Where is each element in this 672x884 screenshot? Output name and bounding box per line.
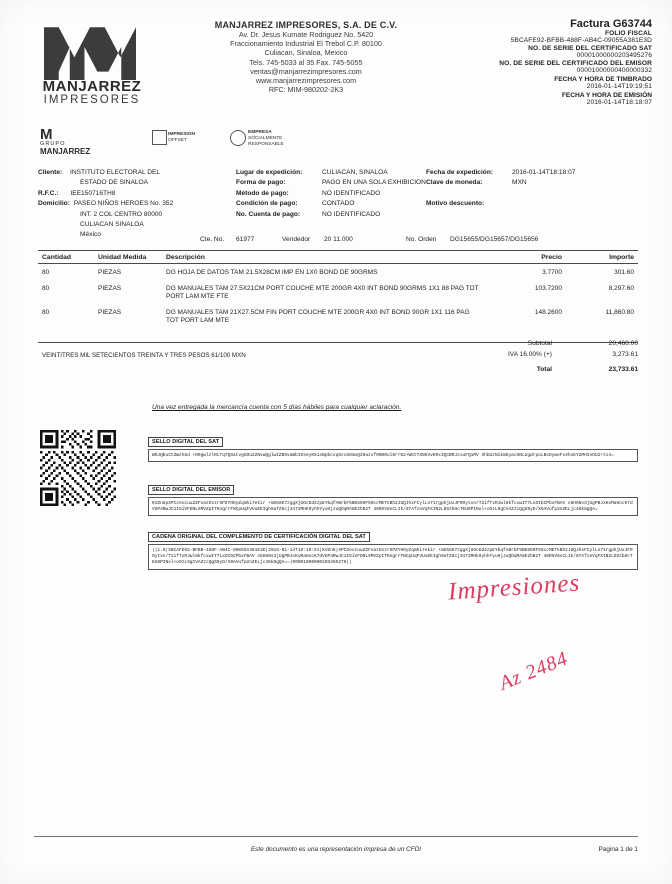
sat-seal-block [148, 430, 638, 462]
company-name: MANJARREZ IMPRESORES, S.A. DE C.V. [214, 20, 398, 30]
fecha-expedicion-value: 2016-01-14T18:18:07 [512, 169, 576, 176]
domicilio-value-3: CULIACAN SINALOA [80, 221, 144, 229]
table-row [38, 280, 638, 304]
cell-descripcion: DG HOJA DE DATOS TAM 21.5X28CM IMP EN 1X0 BOND DE 90GRMS [166, 269, 378, 276]
group-m-letter: M [40, 126, 53, 143]
cell-importe: 301.60 [614, 269, 634, 276]
metodo-pago-label: Método de pago: [236, 189, 289, 197]
company-address-line-2: Fraccionamiento Industrial El Trebol C.P. 80100 [230, 39, 382, 49]
badge-2-line2: SOCIALMENTE [248, 136, 283, 141]
forma-pago-value: PAGO EN UNA SOLA EXHIBICION [322, 179, 426, 187]
esr-badge-icon [230, 130, 246, 146]
amount-in-words: VEINTITRES MIL SETECIENTOS TREINTA Y TRES PESOS 61/100 MXN [42, 352, 246, 359]
qr-code [40, 430, 116, 506]
vendedor-value: 20 11.000 [324, 236, 353, 243]
cuenta-pago-label: No. Cuenta de pago: [236, 210, 301, 218]
footer-page-number: Pagina 1 de 1 [598, 846, 638, 853]
client-column-left [38, 168, 198, 241]
serie-emisor-label: NO. DE SERIE DEL CERTIFICADO DEL EMISOR [499, 60, 652, 67]
payment-row [236, 210, 466, 220]
table-row [38, 304, 638, 328]
cuenta-pago-value: NO IDENTIFICADO [322, 210, 381, 218]
forma-pago-label: Forma de pago: [236, 179, 286, 187]
client-row [38, 230, 198, 240]
handwritten-note-code: Az 2484 [496, 647, 572, 695]
badge-2-line3: RESPONSABLE [248, 142, 284, 147]
iva-row [388, 349, 638, 360]
invoice-title: Factura G63744 [570, 18, 652, 30]
subtotal-value: 20,460.00 [608, 340, 638, 347]
client-column-right [426, 168, 636, 209]
emisor-seal-content: KVZn6pXPCzeozuuZZFvazDszrSPZYHOyZqmhi7ekir +mS5SK7zggXjUOcDd4zpEYbqfABrbF5BK550F59ccMETkBh2JUQJhxFCylLn71rgphjUxJFROytxn/T2ifTxRJwl8kfcxwIT7LxOIbCPbxFBAV o5H6Ns3jUgPBJxKvMaHocK7dVGP4RwJC1I5iVFDNLSMVZpITKngrrFNCpUqFVUuEEIgh9aTZ8cj3472MHk9yhhYyuHjJuQOqMA8E2hB2T 48RSV8sCLIk/8TAfzeVqFXIN2LDSzbHcTEU8PINxl+oOzL9gCVAZzcQgS9yD/X9AVufp2nZELjc46k8gQA= [148, 497, 638, 516]
emisor-seal-block [148, 478, 638, 516]
cell-importe: 11,860.80 [605, 308, 634, 316]
serie-sat-label: NO. DE SERIE DEL CERTIFICADO SAT [528, 45, 652, 52]
domicilio-value: PASEO NIÑOS HEROES No. 352 [73, 200, 174, 208]
cell-descripcion: DG MANUALES TAM 27.5X21CM PORT COUCHE MTE 200GR 4X0 INT BOND 90GRMS 1X1 88 PAG TOT PORT LAM MTE FTE [166, 284, 479, 301]
cell-importe: 8,297.60 [608, 284, 634, 292]
cell-unidad: PIEZAS [98, 269, 122, 276]
items-table [38, 250, 638, 343]
cliente-value-2: ESTADO DE SINALOA [80, 179, 149, 187]
cadena-original-block [148, 525, 638, 570]
group-label: GRUPO [40, 141, 66, 147]
lugar-expedicion-value: CULIACAN, SINALOA [322, 169, 388, 176]
header-precio: Precio [541, 253, 562, 261]
client-row [38, 168, 198, 178]
sat-seal-content: WOJQbuCtZWzh8d +DRgwlzlRLTq7QSatvgGOu2ZNvwQglwIZB5vaBbI6seyK51sBpbcvq6zc88moQ3Hazxf0NO0ul6rrD2+WGtTXN5VvERxIQCBRJzxuFQ1MV XhbUzNikmGyacSNc2gdrpoLBsDyweFv4hxEY2MHInOU2+ts4= [148, 449, 638, 462]
subtotal-label: Subtotal [527, 340, 552, 347]
cell-unidad: PIEZAS [98, 308, 122, 316]
cte-value: 61977 [236, 236, 255, 243]
client-row [38, 189, 198, 199]
serie-sat-value: 00001000000203495276 [576, 52, 652, 59]
cadena-original-content: ||1.0|5BCAFE92-BFBB-488F-AB4C-09055A381E3D|2016-01-14T19:19:51|KVZn6|XPCZeozuuZZFvazDszrSPZYHOyZqmhi7ekir +mS5SK7zggXjUOcDd4zpEYbqfABrbF5BK550F59ccMETkBh2JUQJhxFCylLn71rgphjUxJFROytxn/T2ifTxRJwl8kfcxwIT7LxOIbCPbxFBAV o5H6Ns3jUgPBJxKvMaHocK7dVGP4RwJC1I5iVFDNLSMVZpITKngrrFNCpUqFVUuEEIgh9aTZ8cj3472MHk9yhhYyuHjJuQOqMA8E2hB2T 48RSV8sCLIk/8TAfzeVqFXIN2LDSzbHcTEU8PINxl+oOzL9gCVAZzcQgS9yD/X9AVufp2nZELjc46k8gQA==|00001000000203495276|| [148, 544, 638, 570]
serie-emisor-value: 00001000000400000332 [576, 67, 652, 74]
fecha-expedicion-label: Fecha de expedición: [426, 169, 494, 176]
sat-seal-title: SELLO DIGITAL DEL SAT [148, 437, 223, 447]
cell-cantidad: 80 [42, 269, 50, 276]
client-row [38, 210, 198, 220]
group-manjarrez-logo [40, 128, 90, 156]
offset-badge-icon [152, 130, 167, 145]
orden-label: No. Orden [406, 236, 437, 243]
condicion-pago-value: CONTADO [322, 200, 355, 208]
company-website-line: www.manjarrezimpresores.com [255, 76, 357, 86]
header-descripcion: Descripción [166, 253, 205, 261]
cell-precio: 3.7700 [542, 269, 562, 276]
offset-badge-text [168, 132, 195, 144]
total-row [388, 364, 638, 375]
emisor-seal-title: SELLO DIGITAL DEL EMISOR [148, 485, 234, 495]
rfc-value: IEE150716TH8 [70, 189, 116, 197]
footer-divider [34, 836, 638, 837]
document-header [22, 18, 652, 138]
logo-company-sub: IMPRESORES [43, 94, 141, 106]
totals-block [388, 338, 638, 375]
group-name: MANJARREZ [40, 147, 91, 156]
logo-m-icon [44, 20, 136, 80]
cell-precio: 103.7200 [534, 284, 562, 292]
company-email-line: ventas@manjarrezimpresores.com [250, 66, 362, 76]
expedicion-row [426, 168, 636, 178]
client-row [38, 220, 198, 230]
handwritten-note-impresiones: Impresiones [447, 569, 582, 606]
company-phone-line: Tels. 745-5033 al 35 Fax. 745-5055 [249, 57, 363, 67]
cell-descripcion: DG MANUALES TAM 21X27.5CM FIN PORT COUCHE MTE 200GR 4X0 INT BOND 90GR 1X1 116 PAG TOT PORT LAM MTE [166, 308, 470, 325]
esr-badge-text [248, 130, 284, 148]
iva-value: 3,273.61 [612, 351, 638, 358]
cte-label: Cte. No. [200, 236, 225, 243]
logo-company-name: MANJARREZ [42, 78, 142, 95]
footer-note: Este documento es una representación impresa de un CFDI [250, 846, 422, 853]
domicilio-label: Domicilio: [38, 200, 70, 208]
header-importe: Importe [609, 253, 634, 261]
metodo-pago-value: NO IDENTIFICADO [322, 189, 381, 197]
badge-1-line2: OFFSET [168, 138, 187, 143]
table-header-row [38, 251, 638, 263]
timbrado-label: FECHA Y HORA DE TIMBRADO [554, 76, 652, 83]
moneda-row [426, 178, 636, 188]
cadena-original-title: CADENA ORIGINAL DEL COMPLEMENTO DE CERTIFICACIÓN DIGITAL DEL SAT [148, 532, 370, 542]
folio-fiscal-value: 5BCAFE92-BFBB-488F-AB4C-09055A381E3D [510, 37, 652, 44]
header-unidad: Unidad Medida [98, 253, 147, 261]
descuento-row [426, 199, 636, 209]
emision-label: FECHA Y HORA DE EMISIÓN [561, 92, 652, 99]
fiscal-data-block [438, 18, 652, 107]
timbrado-value: 2016-01-14T19:19:51 [586, 83, 652, 90]
emision-value: 2016-01-14T18:18:07 [586, 99, 652, 106]
company-logo [22, 20, 162, 112]
table-row [38, 264, 638, 280]
clave-moneda-label: Clave de moneda: [426, 179, 483, 187]
subtotal-row [388, 338, 638, 349]
cliente-value: INSTITUTO ELECTORAL DEL [70, 169, 161, 176]
company-rfc-line: RFC: MIM-980202-2K3 [268, 85, 344, 95]
header-cantidad: Cantidad [42, 253, 72, 261]
cell-cantidad: 80 [42, 308, 50, 316]
domicilio-value-2: INT. 2 COL CENTRO 80000 [80, 210, 163, 218]
folio-fiscal-label: FOLIO FISCAL [605, 30, 652, 37]
company-address-line-3: Culiacan, Sinaloa, Mexico [264, 48, 348, 58]
delivery-note: Una vez entregada la mercancía cuenta con 5 días hábiles para cualquier aclaración. [152, 404, 402, 411]
client-row [38, 178, 198, 188]
orden-value: DG15655/DG15657/DG15656 [450, 236, 539, 243]
lugar-expedicion-label: Lugar de expedición: [236, 169, 303, 176]
badge-2-line1: EMPRESA [248, 130, 272, 135]
motivo-descuento-label: Motivo descuento: [426, 199, 485, 207]
domicilio-value-4: México [80, 231, 101, 239]
total-label: Total [536, 366, 552, 373]
condicion-pago-label: Condición de pago: [236, 200, 298, 208]
cell-unidad: PIEZAS [98, 284, 122, 292]
iva-label: IVA 16.00% (+) [507, 351, 552, 358]
company-address-block [172, 20, 440, 94]
company-address-line-1: Av. Dr. Jesus Kumate Rodriguez No. 5420 [238, 30, 374, 39]
badge-1-line1: IMPRESION [168, 132, 195, 137]
cell-cantidad: 80 [42, 284, 50, 292]
client-row [38, 199, 198, 209]
rfc-label: R.F.C.: [38, 189, 59, 197]
vendedor-label: Vendedor [282, 236, 311, 243]
certification-badges [40, 126, 370, 156]
cell-precio: 148.2600 [534, 308, 562, 316]
total-value: 23,733.61 [608, 366, 638, 373]
clave-moneda-value: MXN [512, 179, 527, 187]
cliente-label: Cliente: [38, 169, 63, 176]
